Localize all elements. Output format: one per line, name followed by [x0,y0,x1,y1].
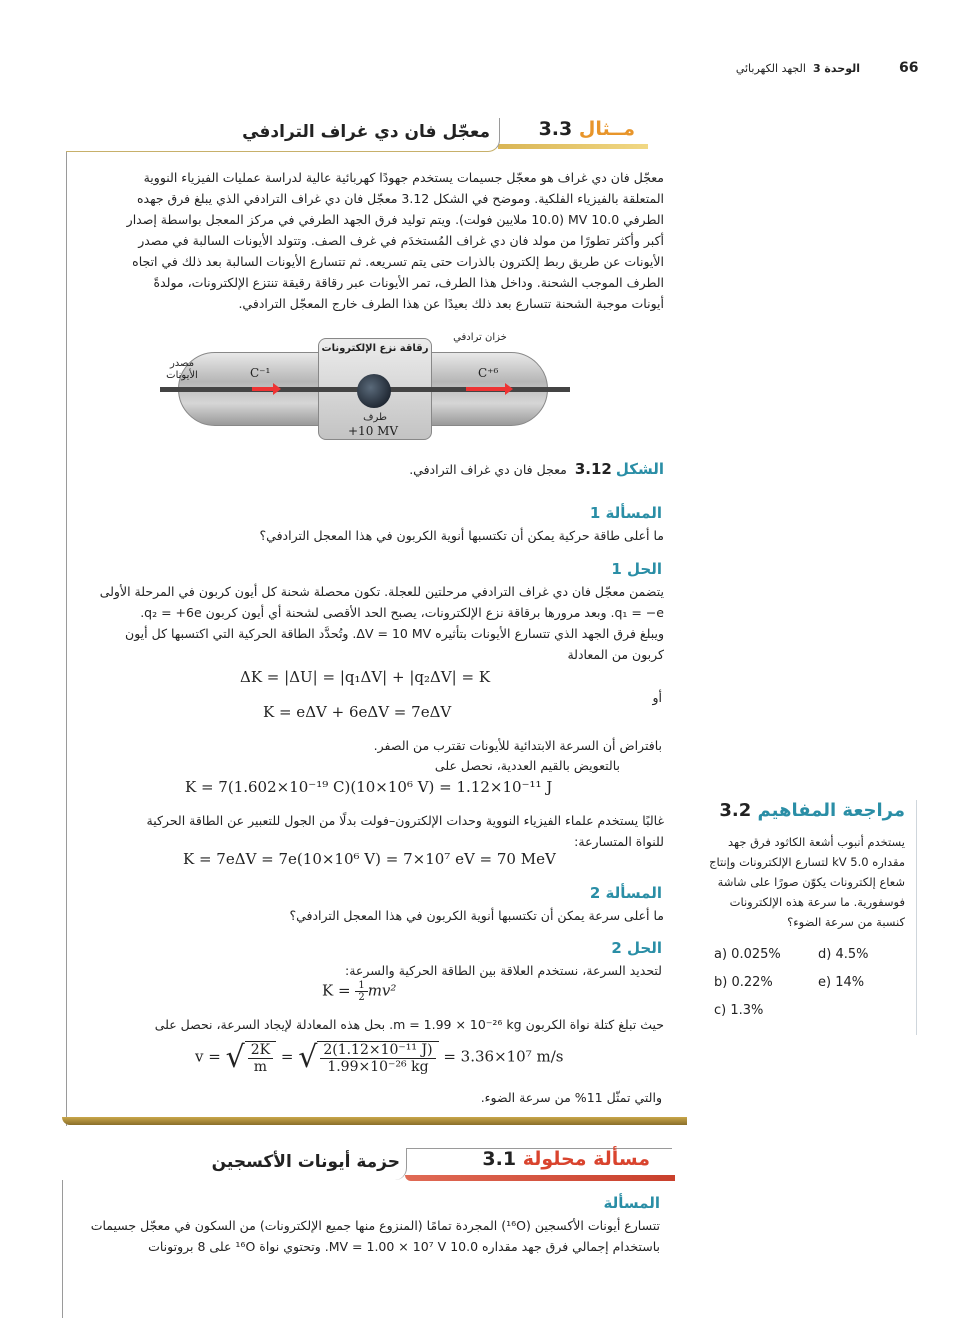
equation-2: K = eΔV + 6eΔV = 7eΔV [263,703,452,721]
ion-in-label: C⁻¹ [250,366,271,380]
solution1-text: يتضمن معجّل فان دي غراف الترادفي مرحلتين للعجلة. تكون محصلة شحنة كل أيون كربون في المرحلة الأولى q₁ = −e. وبعد مرورها برقاقة نزع الإلكترونات، يصبح الحد الأقصى لشحنة أي أيون كربون q₂ = +6e. ويبلغ فرق الجهد الذي تتسارع الأيونات بتأثيره ΔV = 10 MV. وتُحدَّد الطاقة الحركية التي اكتسبها كل أيون كربون من المعادلة [99,584,664,662]
solved-problem-title: حزمة أيونات الأكسجين [211,1152,400,1172]
solution2-text2: حيث تبلغ كتلة نواة الكربون m = 1.99 × 10⁻²⁶ kg. بحل هذه المعادلة لإيجاد السرعة، نحصل على [154,1017,664,1032]
substitute-text: بالتعويض بالقيم العددية، نحصل على [434,758,620,773]
equation-6: v = √ $\frac{2K}{m}$ = √ $\frac{\text{2(1.12×10⁻¹¹ J)}}{\text{1.99×10⁻²⁶ kg}}$ = 3.36×10⁷ m/s [195,1040,564,1075]
foil-label: رقاقة نزع الإلكترونات [321,343,429,354]
example-intro: معجّل فان دي غراف هو معجّل جسيمات يستخدم جهودًا كهربائية عالية لدراسة عمليات الفيزياء النووية المتعلقة بالفيزياء الفلكية. وموضح في الشكل 3.12 معجّل فان دي غراف الترادفي الذي يبلغ فرق جهده الطرفي 10.0 MV (10.0 ملايين فولت). ويتم توليد فرق الجهد الطرفي في مركز المعجل بواسطة إصدار أكبر وأكثر تطورًا من مولد فان دي غراف المُستخدَم في غرف الصف. وتتولد الأيونات السالبة في مصدر الأيونات عن طريق ربط إلكترون بالذرات حتى يتم تسريعه. ثم تتسارع الأيونات السالبة بعد ذلك في اتجاه الطرف الموجب الشحنة. وداخل هذا الطرف، تمر الأيونات عبر رقاقة رقيقة تنتزع الإلكترونات، مولدةً أيونات موجبة الشحنة تتسارع بعد ذلك بعيدًا عن هذا الطرف خارج المعجّل الترادفي. [126,170,664,311]
ev-text: غالبًا يستخدم علماء الفيزياء النووية وحدات الإلكترون–فولت بدلًا من الجول للتعبير عن الطاقة الحركية للنواة المتسارعة: [146,813,664,849]
equation-1: ΔK = |ΔU| = |q₁ΔV| + |q₂ΔV| = K [240,668,491,686]
tank-label: خزان ترادفي [453,332,507,343]
example-title: معجّل فان دي غراف الترادفي [242,122,490,142]
ion-arrow-in-icon [252,387,274,391]
solution1-heading: الحل 1 [611,560,662,578]
problem1-text: ما أعلى طاقة حركية يمكن أن تكتسبها أنوية الكربون في هذا المعجل الترادفي؟ [259,528,664,543]
review-choice-b[interactable]: b) 0.22% [714,975,773,990]
unit-label: الوحدة 3 [812,62,860,75]
review-choice-c[interactable]: c) 1.3% [714,1003,764,1018]
solution2-heading: الحل 2 [611,939,662,957]
assumption-text: بافتراض أن السرعة الابتدائية للأيونات تقترب من الصفر. [373,738,662,753]
example-label: مــثال [578,118,635,140]
review-choice-e[interactable]: e) 14% [818,975,865,990]
solved-problem-heading: المسألة [603,1194,660,1212]
example-tab [498,112,693,152]
terminal-label: طرف [363,412,387,423]
review-choice-d[interactable]: d) 4.5% [818,947,869,962]
equation-4: K = 7eΔV = 7e(10×10⁶ V) = 7×10⁷ eV = 70 MeV [183,850,556,868]
equation-3: K = 7(1.602×10⁻¹⁹ C)(10×10⁶ V) = 1.12×10⁻¹¹ J [185,778,553,796]
figure-caption: الشكل 3.12 معجل فان دي غراف الترادفي. [409,460,664,478]
problem1-heading: المسألة 1 [589,504,662,522]
example-number: 3.3 [538,118,573,140]
example-bottom-bar [62,1117,687,1125]
review-question: يستخدم أنبوب أشعة الكاثود فرق جهد مقداره 5.0 kV لتسارع الإلكترونات وإنتاج شعاع إلكترونات يكوّن صورًا على شاشة فوسفورية. ما سرعة هذه الإلكترونات كنسبة من سرعة الضوء؟ [709,835,905,929]
terminal-voltage: +10 MV [348,424,399,438]
terminal-sphere-icon [357,374,391,408]
ion-out-label: C⁺⁶ [478,366,499,380]
review-choice-a[interactable]: a) 0.025% [714,947,781,962]
review-title: مراجعة المفاهيم 3.2 [719,800,905,821]
ion-source-label: مصدر الأيونات [166,358,198,381]
or-text: أو [652,690,662,705]
solution2-text1: لتحديد السرعة، نستخدم العلاقة بين الطاقة الحركية والسرعة: [344,963,662,978]
solved-problem-tab: مسألة محلولة 3.1 [482,1148,650,1170]
solved-problem-text: تتسارع أيونات الأكسجين (¹⁶O) المجردة تمامًا (المنزوع منها جميع الإلكترونات) من السكون في معجّل جسيمات باستخدام إجمالي فرق جهد مقداره 10.0 MV = 1.00 × 10⁷ V. وتحتوي نواة ¹⁶O على 8 بروتونات [90,1218,660,1254]
unit-title: الجهد الكهربائي [735,62,806,75]
problem2-heading: المسألة 2 [589,884,662,902]
problem2-text: ما أعلى سرعة يمكن أن تكتسبها أنوية الكربون في هذا المعجل الترادفي؟ [289,908,664,923]
equation-5: K = $\frac{1}{2}$ mv² [322,980,397,1003]
page-number: 66 [899,60,919,76]
ion-arrow-out-icon [466,387,506,391]
running-header [700,62,860,75]
solution2-text3: والتي تمثّل 11% من سرعة الضوء. [480,1090,662,1105]
